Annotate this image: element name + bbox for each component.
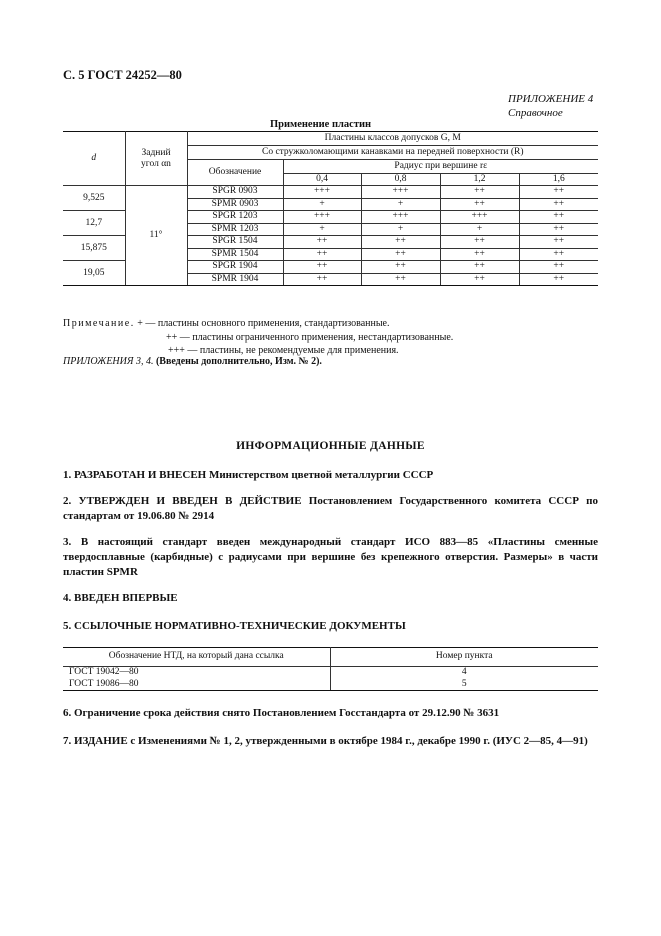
header-radius-value: 1,2 (440, 174, 519, 186)
header-angle-line1: Задний (141, 147, 171, 158)
header-radius-value: 1,6 (519, 174, 598, 186)
refs-header-doc: Обозначение НТД, на который дана ссылка (63, 648, 330, 667)
value-cell: + (283, 198, 361, 211)
value-cell: ++ (519, 211, 598, 224)
value-cell: ++ (440, 273, 519, 286)
designation-cell: SPGR 0903 (187, 186, 283, 199)
value-cell: ++ (519, 248, 598, 261)
info-item-2: 2. УТВЕРЖДЕН И ВВЕДЕН В ДЕЙСТВИЕ Постановлением Государственного комитета СССР по стандартам от 19.06.80 № 2914 (63, 495, 598, 522)
value-cell: ++ (361, 273, 440, 286)
value-cell: + (361, 198, 440, 211)
info-item-7: 7. ИЗДАНИЕ с Изменениями № 1, 2, утвержденными в октябре 1984 г., декабре 1990 г. (ИУС 2—85, 4—91) (63, 735, 588, 747)
value-cell: +++ (361, 211, 440, 224)
appendix-reference-bold: (Введены дополнительно, Изм. № 2). (155, 356, 322, 367)
value-cell: + (440, 223, 519, 236)
note-label: Примечание. (63, 318, 135, 329)
value-cell: + (283, 223, 361, 236)
angle-cell: 11° (125, 186, 187, 286)
header-angle (125, 132, 187, 186)
ref-item: 5 (330, 679, 598, 691)
appendix-reference (63, 356, 322, 367)
designation-cell: SPGR 1203 (187, 211, 283, 224)
value-cell: ++ (283, 248, 361, 261)
value-cell: ++ (361, 236, 440, 249)
diameter-cell: 19,05 (63, 261, 125, 286)
appendix-reference-italic: ПРИЛОЖЕНИЯ 3, 4. (63, 356, 154, 367)
diameter-cell: 15,875 (63, 236, 125, 261)
diameter-cell: 9,525 (63, 186, 125, 211)
value-cell: ++ (361, 261, 440, 274)
info-heading: ИНФОРМАЦИОННЫЕ ДАННЫЕ (236, 440, 425, 452)
value-cell: ++ (440, 186, 519, 199)
designation-cell: SPMR 1203 (187, 223, 283, 236)
value-cell: ++ (283, 273, 361, 286)
note-line-1: + — пластины основного применения, стандартизованные. (137, 318, 390, 329)
header-angle-line2: угол αn (141, 158, 171, 169)
table-row (63, 679, 598, 691)
header-radius-value: 0,8 (361, 174, 440, 186)
note-line-3: +++ — пластины, не рекомендуемые для применения. (168, 345, 399, 356)
header-radius: Радиус при вершине rε (283, 160, 598, 174)
designation-cell: SPGR 1504 (187, 236, 283, 249)
ref-doc: ГОСТ 19086—80 (63, 679, 330, 691)
table-row (63, 667, 598, 679)
references-table (63, 647, 598, 691)
value-cell: ++ (440, 236, 519, 249)
header-d: d (63, 132, 125, 186)
table-notes (63, 317, 453, 358)
appendix-label (508, 92, 593, 120)
note-line-2: ++ — пластины ограниченного применения, нестандартизованные. (166, 331, 454, 343)
value-cell: +++ (283, 186, 361, 199)
value-cell: ++ (519, 273, 598, 286)
value-cell: ++ (283, 236, 361, 249)
value-cell: ++ (283, 261, 361, 274)
header-designation: Обозначение (187, 160, 283, 186)
value-cell: +++ (361, 186, 440, 199)
appendix-subtitle: Справочное (508, 107, 563, 119)
value-cell: + (361, 223, 440, 236)
header-classes: Пластины классов допусков G, M (187, 132, 598, 146)
diameter-cell: 12,7 (63, 211, 125, 236)
header-chip: Со стружколомающими канавками на передней поверхности (R) (187, 146, 598, 160)
value-cell: ++ (440, 198, 519, 211)
ref-item: 4 (461, 667, 467, 677)
info-item-5: 5. ССЫЛОЧНЫЕ НОРМАТИВНО-ТЕХНИЧЕСКИЕ ДОКУМЕНТЫ (63, 620, 406, 632)
designation-cell: SPGR 1904 (187, 261, 283, 274)
designation-cell: SPMR 0903 (187, 198, 283, 211)
info-item-6: 6. Ограничение срока действия снято Постановлением Госстандарта от 29.12.90 № 3631 (63, 707, 500, 719)
designation-cell: SPMR 1504 (187, 248, 283, 261)
value-cell: +++ (283, 211, 361, 224)
value-cell: +++ (440, 211, 519, 224)
appendix-title: ПРИЛОЖЕНИЕ 4 (508, 93, 594, 105)
page-header: С. 5 ГОСТ 24252—80 (63, 68, 182, 82)
value-cell: ++ (519, 236, 598, 249)
refs-header-item: Номер пункта (330, 648, 598, 667)
value-cell: ++ (519, 223, 598, 236)
value-cell: ++ (519, 186, 598, 199)
value-cell: ++ (440, 248, 519, 261)
value-cell: ++ (361, 248, 440, 261)
table-caption: Применение пластин (270, 119, 372, 130)
designation-cell: SPMR 1904 (187, 273, 283, 286)
value-cell: ++ (440, 261, 519, 274)
ref-doc: ГОСТ 19042—80 (63, 667, 330, 679)
info-item-3: 3. В настоящий стандарт введен международный стандарт ИСО 883—85 «Пластины сменные твердосплавные (карбидные) с радиусами при вершине без крепежного отверстия. Размеры» в части пластин SPMR (63, 536, 598, 578)
info-item-1: 1. РАЗРАБОТАН И ВНЕСЕН Министерством цветной металлургии СССР (63, 469, 434, 481)
inserts-application-table (63, 131, 598, 286)
value-cell: ++ (519, 198, 598, 211)
info-item-4: 4. ВВЕДЕН ВПЕРВЫЕ (63, 592, 178, 604)
value-cell: ++ (519, 261, 598, 274)
header-radius-value: 0,4 (283, 174, 361, 186)
